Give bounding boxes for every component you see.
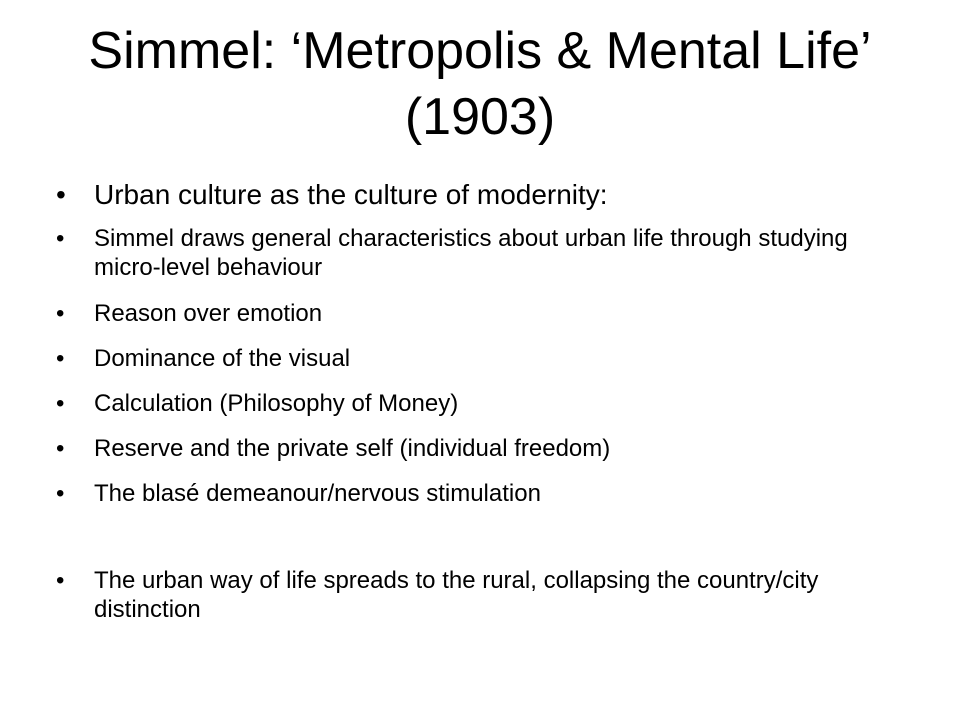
bullet-text: The urban way of life spreads to the rural, collapsing the country/city distinction <box>94 567 819 623</box>
bullet-icon: • <box>56 300 65 327</box>
bullet-text: Calculation (Philosophy of Money) <box>94 390 459 417</box>
bullet-item <box>56 299 916 328</box>
bullet-text: The blasé demeanour/nervous stimulation <box>94 480 541 507</box>
bullet-text: Simmel draws general characteristics about urban life through studying micro-level behaviour <box>94 225 848 281</box>
bullet-item <box>56 224 916 282</box>
bullet-item <box>56 434 916 463</box>
bullet-item <box>56 479 916 508</box>
bullet-icon: • <box>56 435 65 462</box>
bullet-text: Urban culture as the culture of modernity: <box>94 179 608 210</box>
bullet-icon: • <box>56 390 65 417</box>
bullet-item <box>56 566 916 624</box>
bullet-item <box>56 178 916 212</box>
bullet-icon: • <box>56 567 65 594</box>
bullet-text: Dominance of the visual <box>94 345 351 372</box>
bullet-item <box>56 344 916 373</box>
bullet-item <box>56 389 916 418</box>
bullet-text: Reserve and the private self (individual freedom) <box>94 435 611 462</box>
slide-title: Simmel: ‘Metropolis & Mental Life’ (1903) <box>88 22 872 146</box>
bullet-icon: • <box>56 179 66 210</box>
bullet-icon: • <box>56 345 65 372</box>
bullet-list <box>56 170 916 624</box>
bullet-text: Reason over emotion <box>94 300 323 327</box>
bullet-icon: • <box>56 225 65 252</box>
bullet-icon: • <box>56 480 65 507</box>
